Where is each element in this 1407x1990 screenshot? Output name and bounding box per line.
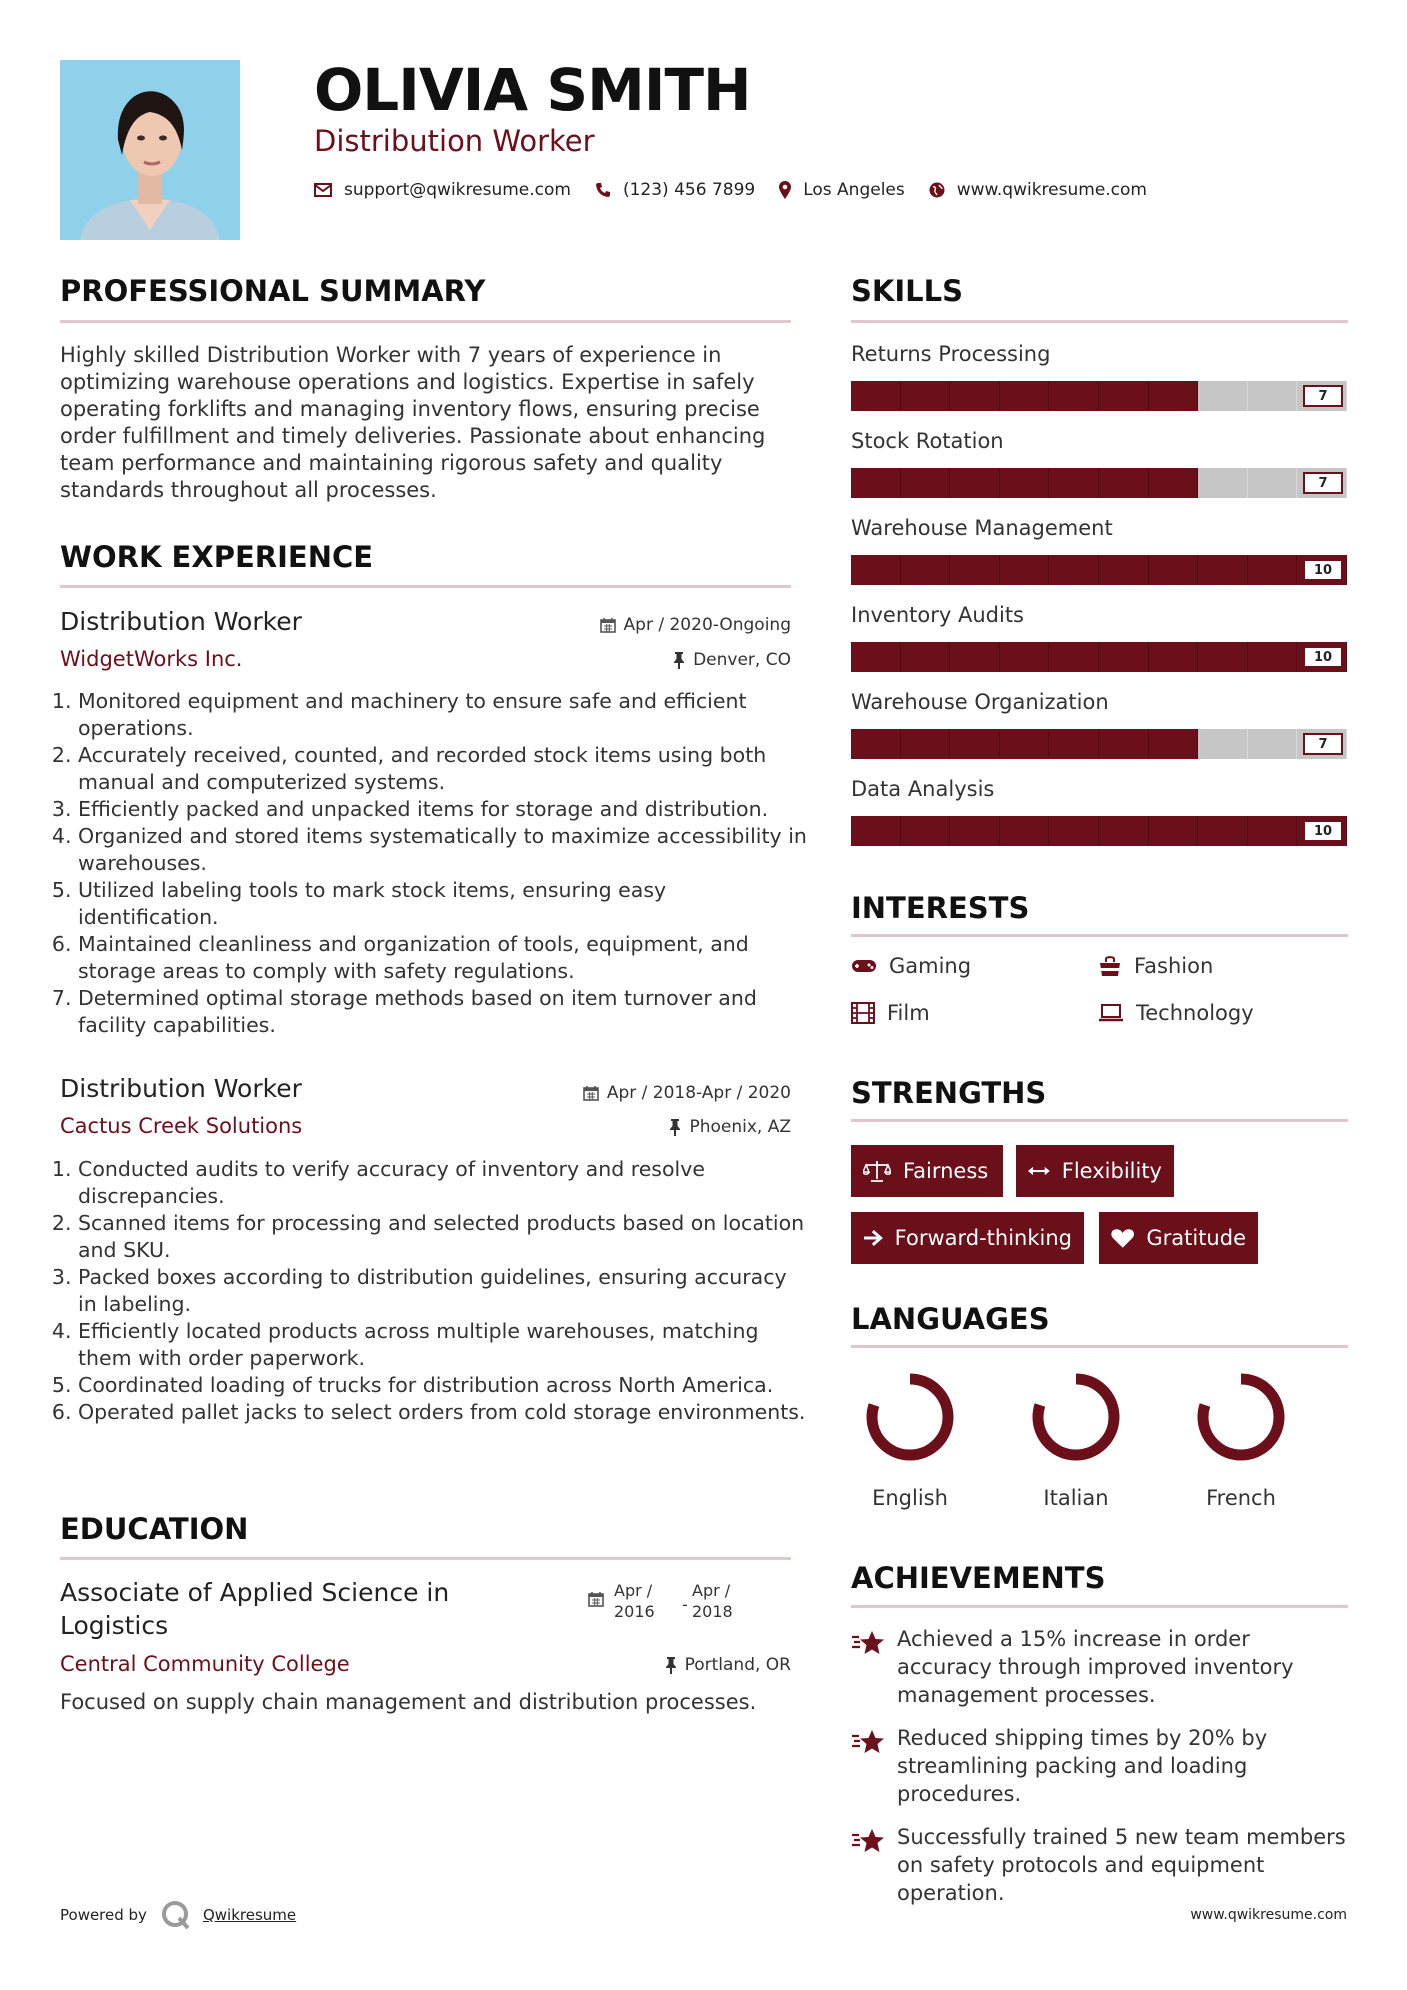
footer-website[interactable]: www.qwikresume.com [1190,1907,1347,1923]
strength-label: Gratitude [1146,1226,1246,1250]
skill-bar-segment [1248,816,1298,846]
skill-bar-segment [1099,381,1149,411]
job-responsibilities [60,688,808,1039]
skill-name: Returns Processing [851,342,1051,366]
education-heading: EDUCATION [60,1512,249,1546]
skill-bar [851,816,1347,846]
skill-bar-segment [901,468,951,498]
skill-bar-segment [1248,468,1298,498]
star-award-icon [851,1629,885,1657]
skills-heading: SKILLS [851,274,963,308]
language-proficiency-ring [860,1367,960,1467]
skill-bar-segment [1000,555,1050,585]
map-marker-icon [779,181,791,199]
skill-bar-segment [851,381,901,411]
language-name: Italian [1043,1486,1109,1510]
contact-website[interactable]: www.qwikresume.com [956,180,1147,200]
skill-bar-segment [1099,816,1149,846]
degree-title: Associate of Applied Science in Logistics [60,1578,450,1640]
job-date-text: Apr / 2020-Ongoing [623,615,791,635]
interest-fashion [1098,954,1213,978]
interest-label: Fashion [1134,954,1214,978]
summary-divider [60,320,791,323]
strength-flexibility [1016,1145,1174,1197]
skill-bar [851,555,1347,585]
list-item: 1. Conducted audits to verify accuracy of inventory and resolve discrepancies. [78,1156,808,1210]
school-name: Central Community College [60,1652,350,1676]
skill-bar-segment [1099,729,1149,759]
email-icon [314,183,332,197]
skill-bar-segment [1149,816,1199,846]
contact-email[interactable]: support@qwikresume.com [344,180,571,200]
education-start-month: Apr / [614,1581,653,1600]
footer-powered-by [60,1900,296,1930]
skill-bar-segment [1049,729,1099,759]
interest-gaming [851,954,971,978]
gamepad-icon [851,958,877,974]
balance-scale-icon [863,1160,891,1182]
experience-divider [60,585,791,588]
skill-bar-segment [1049,555,1099,585]
skill-bar-segment [901,816,951,846]
job-location [669,1117,791,1137]
interest-label: Film [887,1001,930,1025]
skill-bar-segment [1000,729,1050,759]
skill-bar-segment [1198,729,1248,759]
strengths-heading: STRENGTHS [851,1076,1047,1110]
skill-bar-segment [1049,642,1099,672]
pin-icon [665,1656,677,1674]
list-item: 7. Determined optimal storage methods based on item turnover and facility capabilities. [78,985,808,1039]
heart-icon [1111,1227,1134,1249]
skill-bar-segment [1149,729,1199,759]
skill-name: Stock Rotation [851,429,1004,453]
languages-heading: LANGUAGES [851,1302,1050,1336]
interest-technology [1098,1001,1254,1025]
contact-phone[interactable]: (123) 456 7899 [622,180,756,200]
skill-bar-segment [950,381,1000,411]
education-divider [60,1557,791,1560]
calendar-icon [600,617,616,633]
strength-label: Forward-thinking [894,1226,1072,1250]
skill-bar-segment [1198,381,1248,411]
skill-bar-segment [1198,555,1248,585]
list-item: 1. Monitored equipment and machinery to ensure safe and efficient operations. [78,688,808,742]
languages-divider [851,1345,1348,1348]
interest-film [851,1001,930,1025]
skill-level-badge: 7 [1303,733,1343,755]
skill-bar-segment [950,468,1000,498]
skill-bar-segment [851,642,901,672]
skill-bar-segment [1049,381,1099,411]
job-location-text: Phoenix, AZ [689,1117,791,1137]
job-responsibilities [60,1156,808,1426]
job-title: Distribution Worker [60,607,302,636]
calendar-icon [583,1085,599,1101]
interest-label: Gaming [889,954,972,978]
strength-fairness [851,1145,1003,1197]
language-arc [872,1379,948,1455]
education-description: Focused on supply chain management and distribution processes. [60,1690,757,1714]
strength-label: Fairness [903,1159,989,1183]
skill-bar-segment [1099,468,1149,498]
skill-name: Data Analysis [851,777,995,801]
skill-bar [851,381,1347,411]
skill-bar-segment [1000,468,1050,498]
skill-bar-segment [1248,381,1298,411]
achievements-divider [851,1605,1348,1608]
skill-level-badge: 7 [1303,472,1343,494]
skill-bar-segment [950,555,1000,585]
film-icon [851,1002,875,1024]
job-location [673,650,791,670]
calendar-icon [588,1591,604,1607]
education-location-text: Portland, OR [684,1655,791,1675]
list-item: 5. Coordinated loading of trucks for distribution across North America. [78,1372,808,1399]
achievements-heading: ACHIEVEMENTS [851,1561,1106,1595]
skill-bar-segment [901,381,951,411]
skill-name: Warehouse Organization [851,690,1109,714]
skill-level-badge: 10 [1303,646,1343,668]
skill-bar-segment [901,729,951,759]
job-company: WidgetWorks Inc. [60,647,243,671]
language-arc [1203,1379,1279,1455]
skill-bar-segment [1099,555,1149,585]
contact-bar [314,176,1171,204]
skill-level-badge: 10 [1303,820,1343,842]
skill-bar-segment [1149,555,1199,585]
achievement-item [851,1823,1348,1907]
skill-bar-segment [851,468,901,498]
strength-label: Flexibility [1061,1159,1162,1183]
skill-bar-segment [851,816,901,846]
strength-forward-thinking [851,1212,1084,1264]
skill-bar-segment [901,555,951,585]
skill-name: Warehouse Management [851,516,1113,540]
interests-heading: INTERESTS [851,891,1030,925]
arrows-horizontal-icon [1028,1164,1050,1178]
education-end [692,1580,733,1622]
skill-bar-segment [950,729,1000,759]
phone-icon [595,182,611,198]
laptop-icon [1098,1003,1124,1023]
skill-bar-segment [851,729,901,759]
profile-photo [60,60,240,240]
skill-bar-segment [1000,642,1050,672]
skill-bar-segment [1000,381,1050,411]
skill-bar-segment [1149,468,1199,498]
list-item: 4. Organized and stored items systematically to maximize accessibility in warehouses. [78,823,808,877]
strength-gratitude [1099,1212,1258,1264]
list-item: 3. Packed boxes according to distribution guidelines, ensuring accuracy in labeling. [78,1264,808,1318]
list-item: 6. Operated pallet jacks to select orders from cold storage environments. [78,1399,808,1426]
skill-bar-segment [1149,642,1199,672]
achievement-item [851,1724,1348,1808]
skill-bar-segment [1248,555,1298,585]
skill-level-badge: 10 [1303,559,1343,581]
achievement-text: Successfully trained 5 new team members on safety protocols and equipment operation. [897,1825,1346,1905]
skill-bar-segment [901,642,951,672]
qwikresume-logo-icon [161,1900,191,1930]
skill-bar-segment [1099,642,1149,672]
skill-bar-segment [1198,642,1248,672]
experience-heading: WORK EXPERIENCE [60,540,374,574]
skill-name: Inventory Audits [851,603,1024,627]
list-item: 4. Efficiently located products across multiple warehouses, matching them with order paperwork. [78,1318,808,1372]
education-dates [588,1580,733,1622]
skills-divider [851,320,1348,323]
achievement-item [851,1625,1348,1709]
interests-divider [851,934,1348,937]
language-name: English [872,1486,948,1510]
job-date [583,1083,791,1103]
summary-text: Highly skilled Distribution Worker with 7 years of experience in optimizing warehouse operations and logistics. Expertise in safely operating forklifts and managing inventory flows, ensuring precise order fulfillment and timely deliveries. Passionate about enhancing team performance and maintaining rigorous safety and quality standards throughout all processes. [60,343,766,502]
list-item: 2. Accurately received, counted, and recorded stock items using both manual and computerized systems. [78,742,808,796]
star-award-icon [851,1827,885,1855]
strengths-divider [851,1119,1348,1122]
skill-bar-segment [1049,816,1099,846]
language-proficiency-ring [1026,1367,1126,1467]
pin-icon [673,651,685,669]
job-date-text: Apr / 2018-Apr / 2020 [606,1083,791,1103]
candidate-name: OLIVIA SMITH [314,56,751,124]
summary-heading: PROFESSIONAL SUMMARY [60,274,486,308]
job-company: Cactus Creek Solutions [60,1114,303,1138]
education-start-year: 2016 [614,1602,655,1621]
list-item: 5. Utilized labeling tools to mark stock items, ensuring easy identification. [78,877,808,931]
skill-bar [851,729,1347,759]
skill-bar-segment [1198,468,1248,498]
job-title: Distribution Worker [60,1074,302,1103]
achievement-text: Reduced shipping times by 20% by streamlining packing and loading procedures. [897,1726,1268,1806]
interest-label: Technology [1136,1001,1254,1025]
job-date [600,615,791,635]
language-arc [1038,1379,1114,1455]
skill-bar-segment [950,816,1000,846]
skill-bar [851,642,1347,672]
skill-bar-segment [1248,642,1298,672]
education-location [665,1655,791,1675]
contact-location: Los Angeles [803,180,905,200]
skill-bar-segment [1000,816,1050,846]
skill-bar-segment [1049,468,1099,498]
list-item: 6. Maintained cleanliness and organization of tools, equipment, and storage areas to comply with safety regulations. [78,931,808,985]
achievement-text: Achieved a 15% increase in order accuracy through improved inventory management processes. [897,1627,1294,1707]
skill-bar [851,468,1347,498]
globe-icon [929,182,945,198]
star-award-icon [851,1728,885,1756]
brand-link[interactable]: Qwikresume [202,1906,297,1924]
language-proficiency-ring [1191,1367,1291,1467]
pin-icon [669,1118,681,1136]
shopping-bag-icon [1098,955,1122,977]
candidate-title: Distribution Worker [314,124,595,158]
list-item: 3. Efficiently packed and unpacked items for storage and distribution. [78,796,808,823]
skill-bar-segment [1149,381,1199,411]
skill-bar-segment [1198,816,1248,846]
skill-level-badge: 7 [1303,385,1343,407]
date-separator: - [682,1595,688,1614]
education-end-year: 2018 [692,1602,733,1621]
language-name: French [1206,1486,1276,1510]
arrow-right-icon [863,1229,883,1247]
skill-bar-segment [851,555,901,585]
skill-bar-segment [1248,729,1298,759]
skill-bar-segment [950,642,1000,672]
list-item: 2. Scanned items for processing and selected products based on location and SKU. [78,1210,808,1264]
powered-by-label: Powered by [60,1906,147,1924]
job-location-text: Denver, CO [693,650,791,670]
education-end-month: Apr / [692,1581,731,1600]
education-start [614,1580,674,1622]
